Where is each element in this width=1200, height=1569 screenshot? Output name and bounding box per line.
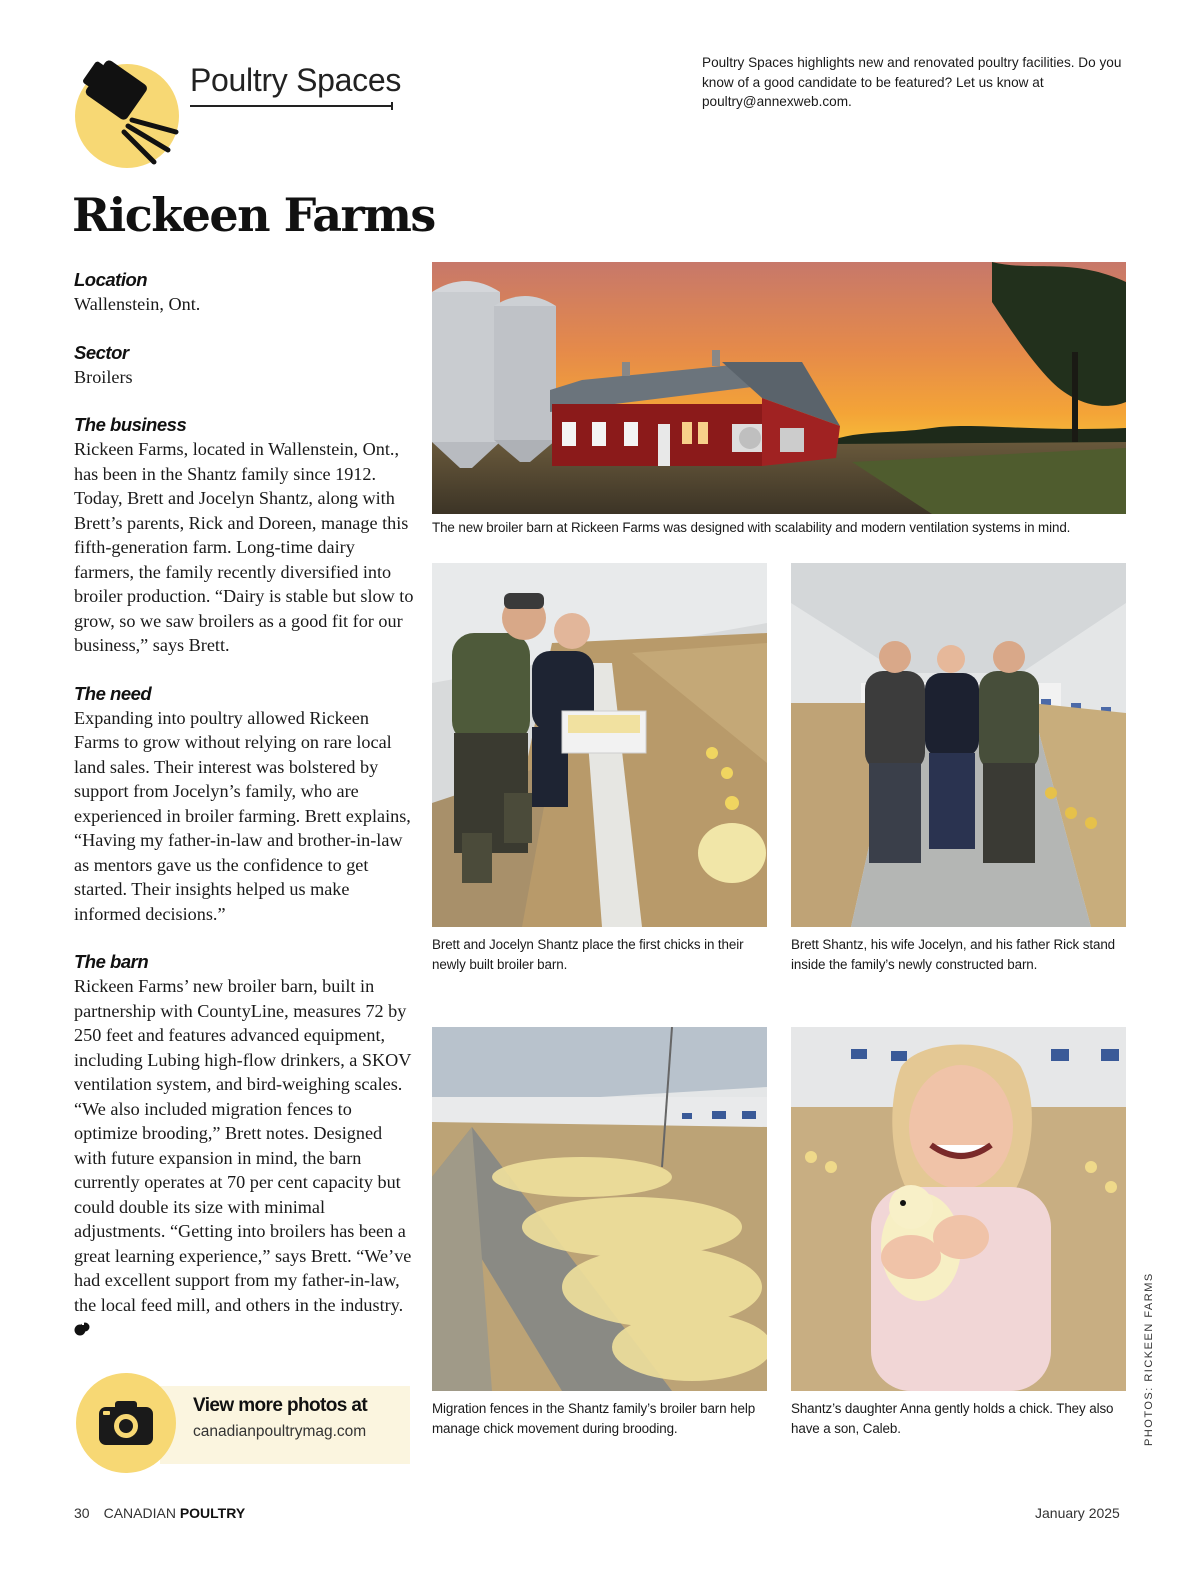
anna-with-chick-photo [791, 1027, 1126, 1391]
spotlight-logo-icon [72, 58, 184, 170]
location-value: Wallenstein, Ont. [74, 294, 201, 314]
callout-url-link[interactable]: canadianpoultrymag.com [193, 1423, 367, 1440]
footer-left [74, 1505, 245, 1521]
chick-placement-photo [432, 563, 767, 927]
camera-icon [99, 1399, 153, 1445]
barn-sunset-photo [432, 262, 1126, 514]
barn-paragraph: Rickeen Farms’ new broiler barn, built in partnership with CountyLine, measures 72 by 250 feet and features advanced equipment, including Lubing high-flow drinkers, a SKOV ventilation system, and bird-weighing scales. “We also included migration fences to optimize brooding,” Brett notes. Designed with future expansion in mind, the barn currently operates at 70 per cent capacity but could double its size with minimal adjustments. “Getting into broilers has been a great learning experience,” says Brett. “We’ve had excellent support from my father-in-law, the local feed mill, and others in the industry. [74, 976, 412, 1315]
end-mark-icon [74, 1322, 90, 1336]
article-title: Rickeen Farms [72, 188, 435, 242]
photo-credit: PHOTOS: RICKEEN FARMS [1143, 1272, 1155, 1446]
callout-label: View more photos at [193, 1395, 368, 1416]
main-photo-caption: The new broiler barn at Rickeen Farms was designed with scalability and modern ventilation systems in mind. [432, 520, 1071, 535]
article-body [74, 268, 414, 1342]
section-title: Poultry Spaces [190, 62, 402, 98]
location-heading: Location [74, 269, 148, 290]
barn-heading: The barn [74, 951, 149, 972]
sector-heading: Sector [74, 341, 129, 363]
sector-value: Broilers [74, 366, 133, 387]
issue-date: January 2025 [1035, 1505, 1120, 1521]
magazine-prefix: CANADIAN [103, 1505, 176, 1521]
page-number: 30 [74, 1505, 90, 1521]
intro-text: Poultry Spaces highlights new and renovated poultry facilities. Do you know of a good candidate to be featured? Let us know at poultry@annexweb.com. [702, 55, 1122, 109]
chick-placement-caption: Brett and Jocelyn Shantz place the first chicks in their newly built broiler barn. [432, 937, 744, 972]
magazine-name [104, 1505, 246, 1521]
business-heading: The business [74, 414, 187, 435]
family-in-barn-photo [791, 563, 1126, 927]
need-paragraph: Expanding into poultry allowed Rickeen Farms to grow without relying on rare local land sales. Their interest was bolstered by support from Jocelyn’s family, who are experienced in broiler farming. Brett explains, “Having my father-in-law and brother-in-law as mentors gave us the confidence to get started. Their insights helped us make informed decisions.” [74, 707, 411, 924]
family-in-barn-caption: Brett Shantz, his wife Jocelyn, and his father Rick stand inside the family’s newly constructed barn. [791, 937, 1116, 972]
magazine-title: POULTRY [179, 1505, 246, 1521]
business-paragraph: Rickeen Farms, located in Wallenstein, Ont., has been in the Shantz family since 1912. Today, Brett and Jocelyn Shantz, along with Brett’s parents, Rick and Doreen, manage this fifth-generation farm. Long-time dairy farmers, the family recently diversified into broiler production. “Dairy is stable but slow to grow, so we saw broilers as a good fit for our business,” says Brett. [74, 439, 414, 655]
migration-fences-caption: Migration fences in the Shantz family’s broiler barn help manage chick movement during brooding. [432, 1401, 756, 1436]
section-title-underline [190, 105, 393, 107]
barn-paragraph-wrapper [74, 974, 414, 1342]
need-heading: The need [74, 682, 152, 704]
migration-fences-photo [432, 1027, 767, 1391]
anna-with-chick-caption: Shantz’s daughter Anna gently holds a chick. They also have a son, Caleb. [791, 1401, 1114, 1436]
view-more-photos-callout[interactable] [76, 1373, 411, 1473]
